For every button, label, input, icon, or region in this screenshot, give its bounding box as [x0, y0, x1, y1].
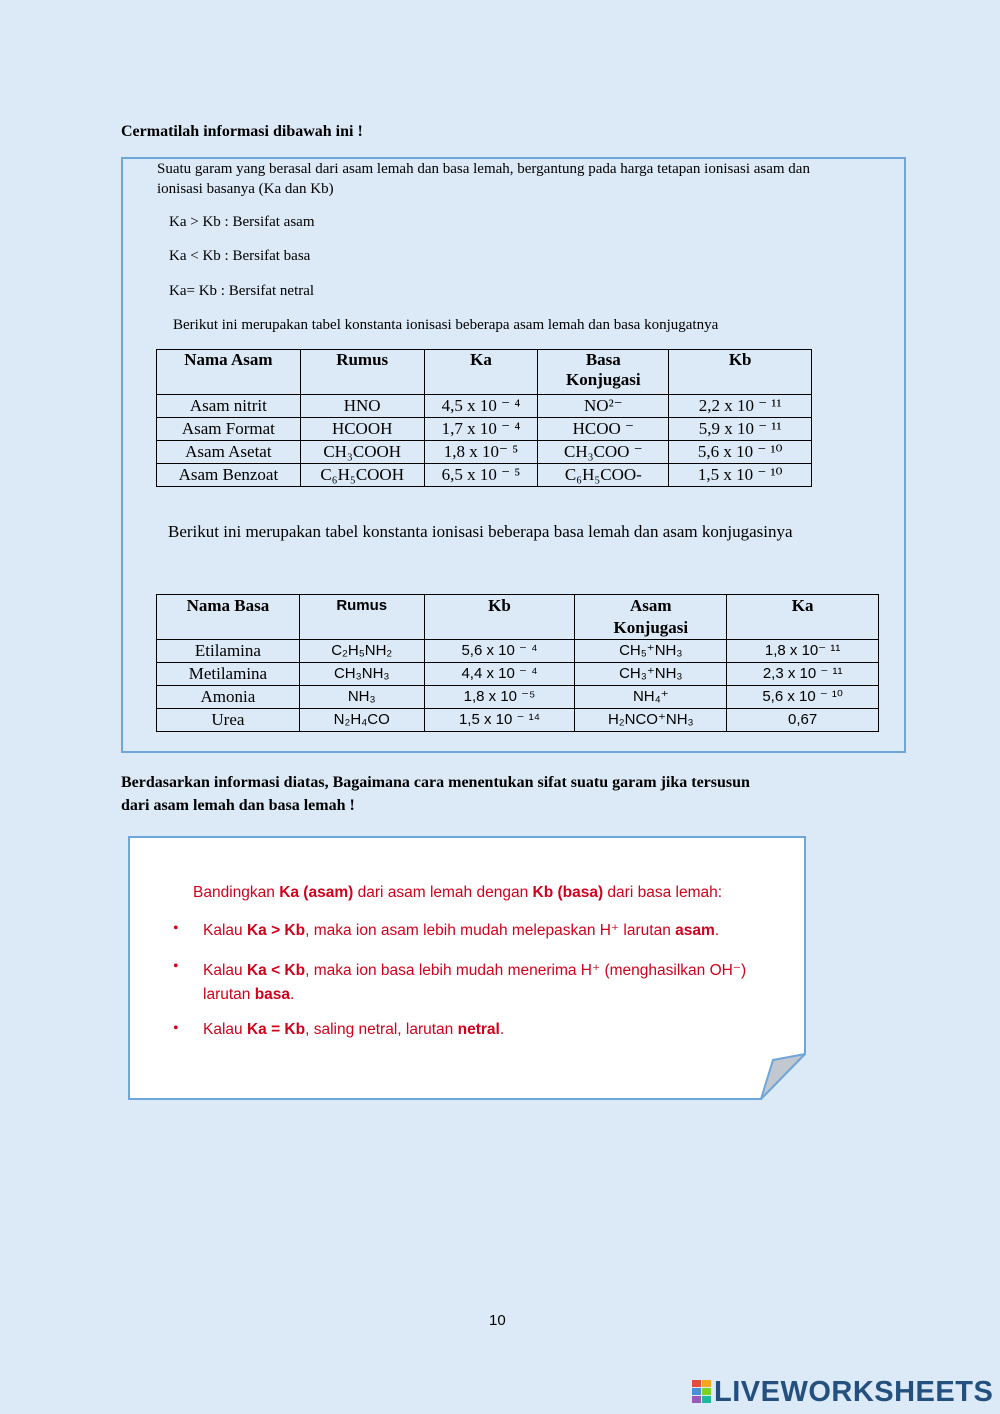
answer-bold: Ka < Kb	[246, 962, 306, 979]
base-header-kb: Kb	[424, 595, 575, 640]
acid-cell: C₆H₅COO-	[538, 464, 669, 487]
acid-header-ka: Ka	[424, 350, 538, 395]
base-cell: 5,6 x 10 ⁻ ¹⁰	[727, 686, 879, 709]
page-number: 10	[489, 1312, 506, 1329]
acid-header-kb: Kb	[669, 350, 812, 395]
answer-part: .	[290, 986, 295, 1003]
base-cell: CH₃⁺NH₃	[575, 663, 727, 686]
base-cell: Metilamina	[157, 663, 300, 686]
rule-neutral: Ka= Kb : Bersifat netral	[169, 283, 315, 299]
acid-header-basa-konjugasi: Basa Konjugasi	[538, 350, 669, 395]
acid-cell: 1,5 x 10 ⁻ ¹⁰	[669, 464, 812, 487]
base-cell: Etilamina	[157, 640, 300, 663]
answer-part: .	[714, 922, 720, 939]
question-line-2: dari asam lemah dan basa lemah !	[121, 797, 355, 814]
table-row	[157, 418, 812, 441]
answer-part: , maka ion asam lebih mudah melepaskan H⁺ larutan	[305, 922, 676, 939]
acid-cell: 4,5 x 10 ⁻ ⁴	[424, 395, 538, 418]
acid-cell: 2,2 x 10 ⁻ ¹¹	[669, 395, 812, 418]
acid-table-header-row	[157, 350, 812, 395]
answer-bullet-2	[203, 959, 746, 1007]
acid-cell: 1,7 x 10 ⁻ ⁴	[424, 418, 538, 441]
base-header-nama-basa: Nama Basa	[157, 595, 300, 640]
base-cell: CH₃NH₃	[299, 663, 424, 686]
base-cell: 4,4 x 10 ⁻ ⁴	[424, 663, 575, 686]
acid-cell: Asam Asetat	[157, 441, 301, 464]
base-cell: NH₄⁺	[575, 686, 727, 709]
base-cell: 2,3 x 10 ⁻ ¹¹	[727, 663, 879, 686]
answer-part: .	[499, 1021, 505, 1038]
acid-cell: NO²⁻	[538, 395, 669, 418]
table-row	[157, 709, 879, 732]
acid-cell: Asam nitrit	[157, 395, 301, 418]
acid-cell: Asam Format	[157, 418, 301, 441]
answer-bullet-2-line-1	[203, 959, 746, 983]
bullet-icon: •	[173, 958, 179, 975]
liveworksheets-logo	[692, 1376, 993, 1409]
acid-header-rumus: Rumus	[300, 350, 424, 395]
table-row	[157, 395, 812, 418]
answer-bullet-3	[203, 1021, 504, 1039]
acid-table	[156, 349, 812, 487]
answer-intro-bold: Ka (asam)	[279, 884, 354, 901]
answer-bullet-1	[203, 921, 719, 940]
acid-header-nama-asam: Nama Asam	[157, 350, 301, 395]
intro-text	[157, 159, 897, 199]
page-heading: Cermatilah informasi dibawah ini !	[121, 123, 363, 140]
acid-cell: HNO	[300, 395, 424, 418]
answer-bold: netral	[457, 1021, 500, 1038]
acid-cell: 5,9 x 10 ⁻ ¹¹	[669, 418, 812, 441]
acid-cell: CH₃COO ⁻	[538, 441, 669, 464]
intro-line-1: Suatu garam yang berasal dari asam lemah dan basa lemah, bergantung pada harga tetapan ionisasi asam dan	[157, 161, 810, 177]
base-cell: C₂H₅NH₂	[299, 640, 424, 663]
answer-part: Kalau	[203, 1021, 247, 1038]
rule-base: Ka < Kb : Bersifat basa	[169, 248, 311, 264]
acid-cell: Asam Benzoat	[157, 464, 301, 487]
answer-bold: basa	[254, 986, 291, 1003]
rule-acid: Ka > Kb : Bersifat asam	[169, 214, 315, 230]
answer-part: larutan	[203, 986, 255, 1003]
base-cell: 5,6 x 10 ⁻ ⁴	[424, 640, 575, 663]
base-header-ka: Ka	[727, 595, 879, 640]
base-cell: 0,67	[727, 709, 879, 732]
table-row	[157, 441, 812, 464]
liveworksheets-logo-text: LIVEWORKSHEETS	[714, 1376, 994, 1408]
table-row	[157, 663, 879, 686]
bullet-icon: •	[173, 920, 179, 937]
base-cell: N₂H₄CO	[299, 709, 424, 732]
question-line-1: Berdasarkan informasi diatas, Bagaimana cara menentukan sifat suatu garam jika tersusun	[121, 774, 750, 791]
table-row	[157, 686, 879, 709]
base-header-asam-konjugasi: Asam Konjugasi	[575, 595, 727, 640]
base-header-rumus: Rumus	[299, 595, 424, 640]
answer-bold: Ka > Kb	[246, 922, 306, 939]
base-cell: 1,8 x 10 ⁻⁵	[424, 686, 575, 709]
acid-cell: HCOOH	[300, 418, 424, 441]
acid-cell: CH₃COOH	[300, 441, 424, 464]
answer-bold: asam	[675, 922, 715, 939]
question	[121, 771, 750, 817]
base-cell: CH₅⁺NH₃	[575, 640, 727, 663]
base-table-caption: Berikut ini merupakan tabel konstanta ionisasi beberapa basa lemah dan asam konjugasinya	[168, 522, 793, 541]
answer-part: Kalau	[203, 922, 247, 939]
answer-bullet-2-line-2	[203, 983, 746, 1007]
acid-table-caption: Berikut ini merupakan tabel konstanta ionisasi beberapa asam lemah dan basa konjugatnya	[173, 317, 719, 333]
answer-intro	[193, 884, 722, 902]
acid-cell: 1,8 x 10⁻ ⁵	[424, 441, 538, 464]
bullet-icon: •	[173, 1020, 179, 1037]
base-cell: Urea	[157, 709, 300, 732]
answer-intro-part: dari asam lemah dengan	[353, 884, 533, 901]
acid-cell: 6,5 x 10 ⁻ ⁵	[424, 464, 538, 487]
base-cell: 1,5 x 10 ⁻ ¹⁴	[424, 709, 575, 732]
answer-bold: Ka = Kb	[246, 1021, 306, 1038]
table-row	[157, 464, 812, 487]
answer-intro-part: dari basa lemah:	[603, 884, 723, 901]
answer-part: , saling netral, larutan	[305, 1021, 458, 1038]
base-table	[156, 594, 879, 732]
base-cell: NH₃	[299, 686, 424, 709]
base-table-header-row	[157, 595, 879, 640]
answer-part: Kalau	[203, 962, 247, 979]
intro-line-2: ionisasi basanya (Ka dan Kb)	[157, 181, 334, 197]
acid-cell: C₆H₅COOH	[300, 464, 424, 487]
answer-intro-part: Bandingkan	[193, 884, 280, 901]
base-cell: 1,8 x 10⁻ ¹¹	[727, 640, 879, 663]
base-cell: Amonia	[157, 686, 300, 709]
table-row	[157, 640, 879, 663]
answer-part: , maka ion basa lebih mudah menerima H⁺ (menghasilkan OH⁻)	[305, 962, 747, 979]
acid-cell: HCOO ⁻	[538, 418, 669, 441]
liveworksheets-logo-icon	[692, 1380, 712, 1404]
base-cell: H₂NCO⁺NH₃	[575, 709, 727, 732]
answer-intro-bold: Kb (basa)	[532, 884, 604, 901]
acid-cell: 5,6 x 10 ⁻ ¹⁰	[669, 441, 812, 464]
